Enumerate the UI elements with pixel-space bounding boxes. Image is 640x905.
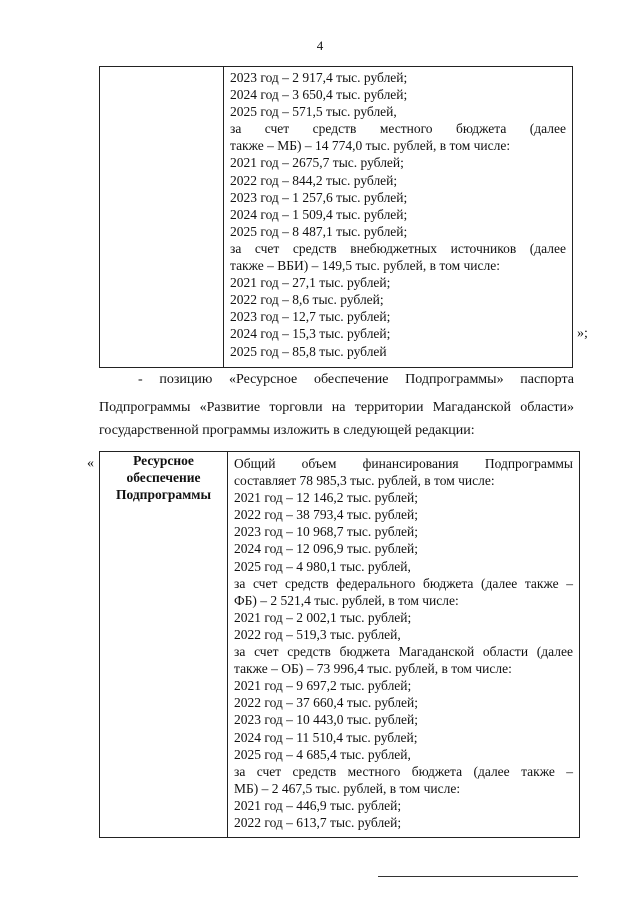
funding-line: 2021 год – 2675,7 тыс. рублей; bbox=[230, 155, 404, 171]
label-line: Ресурсное bbox=[133, 453, 194, 468]
funding-line: за счет средств бюджета Магаданской области (далее bbox=[234, 644, 573, 660]
funding-line: 2023 год – 12,7 тыс. рублей; bbox=[230, 309, 391, 325]
funding-line: 2024 год – 15,3 тыс. рублей; bbox=[230, 326, 391, 342]
closing-quote-mark: »; bbox=[577, 326, 588, 341]
instruction-paragraph-line-1 bbox=[138, 368, 574, 392]
funding-line: также – ОБ) – 73 996,4 тыс. рублей, в том числе: bbox=[234, 661, 512, 677]
funding-line: 2025 год – 4 685,4 тыс. рублей, bbox=[234, 746, 411, 762]
funding-line: МБ) – 2 467,5 тыс. рублей, в том числе: bbox=[234, 780, 461, 796]
resource-label-cell bbox=[100, 452, 228, 838]
funding-line: также – ВБИ) – 149,5 тыс. рублей, в том числе: bbox=[230, 258, 500, 274]
funding-line: ФБ) – 2 521,4 тыс. рублей, в том числе: bbox=[234, 592, 459, 608]
funding-line: 2024 год – 3 650,4 тыс. рублей; bbox=[230, 87, 408, 103]
funding-line: Общий объем финансирования Подпрограммы bbox=[234, 456, 573, 471]
funding-line: 2021 год – 9 697,2 тыс. рублей; bbox=[234, 678, 412, 694]
funding-line: 2022 год – 844,2 тыс. рублей; bbox=[230, 172, 398, 188]
funding-line: 2024 год – 1 509,4 тыс. рублей; bbox=[230, 206, 408, 222]
funding-line: 2021 год – 12 146,2 тыс. рублей; bbox=[234, 490, 419, 506]
funding-line: 2021 год – 27,1 тыс. рублей; bbox=[230, 275, 391, 291]
funding-line: 2022 год – 38 793,4 тыс. рублей; bbox=[234, 507, 419, 523]
empty-label-cell bbox=[100, 67, 224, 368]
paragraph-text: государственной программы изложить в следующей редакции: bbox=[99, 423, 475, 438]
page-number: 4 bbox=[316, 38, 324, 53]
funding-line: 2021 год – 446,9 тыс. рублей; bbox=[234, 797, 402, 813]
instruction-paragraph-line-3 bbox=[99, 419, 475, 443]
resource-table-continuation bbox=[99, 66, 573, 368]
funding-line: 2023 год – 10 443,0 тыс. рублей; bbox=[234, 712, 419, 728]
funding-line: 2021 год – 2 002,1 тыс. рублей; bbox=[234, 609, 412, 625]
funding-line: 2025 год – 4 980,1 тыс. рублей, bbox=[234, 558, 411, 574]
footer-divider bbox=[378, 876, 578, 877]
funding-line: за счет средств внебюджетных источников (далее bbox=[230, 240, 566, 256]
funding-line: 2023 год – 1 257,6 тыс. рублей; bbox=[230, 189, 408, 205]
funding-line: за счет средств местного бюджета (далее также – bbox=[234, 763, 573, 779]
funding-line: 2022 год – 613,7 тыс. рублей; bbox=[234, 814, 402, 830]
instruction-paragraph-line-2 bbox=[99, 396, 574, 420]
funding-line: составляет 78 985,3 тыс. рублей, в том числе: bbox=[234, 473, 495, 489]
funding-line: 2024 год – 12 096,9 тыс. рублей; bbox=[234, 541, 419, 557]
funding-line: 2024 год – 11 510,4 тыс. рублей; bbox=[234, 729, 418, 745]
funding-details-cell bbox=[224, 67, 573, 368]
funding-line: за счет средств федерального бюджета (далее также – bbox=[234, 575, 573, 591]
funding-line: за счет средств местного бюджета (далее bbox=[230, 121, 566, 137]
funding-line: 2022 год – 519,3 тыс. рублей, bbox=[234, 626, 401, 642]
funding-line: 2022 год – 37 660,4 тыс. рублей; bbox=[234, 695, 419, 711]
funding-line: 2025 год – 571,5 тыс. рублей, bbox=[230, 104, 397, 120]
paragraph-text: Подпрограммы «Развитие торговли на территории Магаданской области» bbox=[99, 400, 574, 415]
opening-quote-mark: « bbox=[87, 456, 94, 471]
funding-line: 2023 год – 2 917,4 тыс. рублей; bbox=[230, 70, 408, 85]
funding-line: 2023 год – 10 968,7 тыс. рублей; bbox=[234, 524, 419, 540]
funding-line: 2022 год – 8,6 тыс. рублей; bbox=[230, 292, 384, 308]
funding-line: 2025 год – 8 487,1 тыс. рублей; bbox=[230, 223, 408, 239]
paragraph-text: - позицию «Ресурсное обеспечение Подпрограммы» паспорта bbox=[138, 372, 574, 387]
label-line: обеспечение bbox=[126, 470, 201, 485]
funding-details-cell bbox=[228, 452, 580, 838]
funding-line: также – МБ) – 14 774,0 тыс. рублей, в том числе: bbox=[230, 138, 511, 154]
label-line: Подпрограммы bbox=[115, 487, 212, 502]
funding-line: 2025 год – 85,8 тыс. рублей bbox=[230, 343, 387, 359]
resource-table-new-edition bbox=[99, 451, 580, 838]
